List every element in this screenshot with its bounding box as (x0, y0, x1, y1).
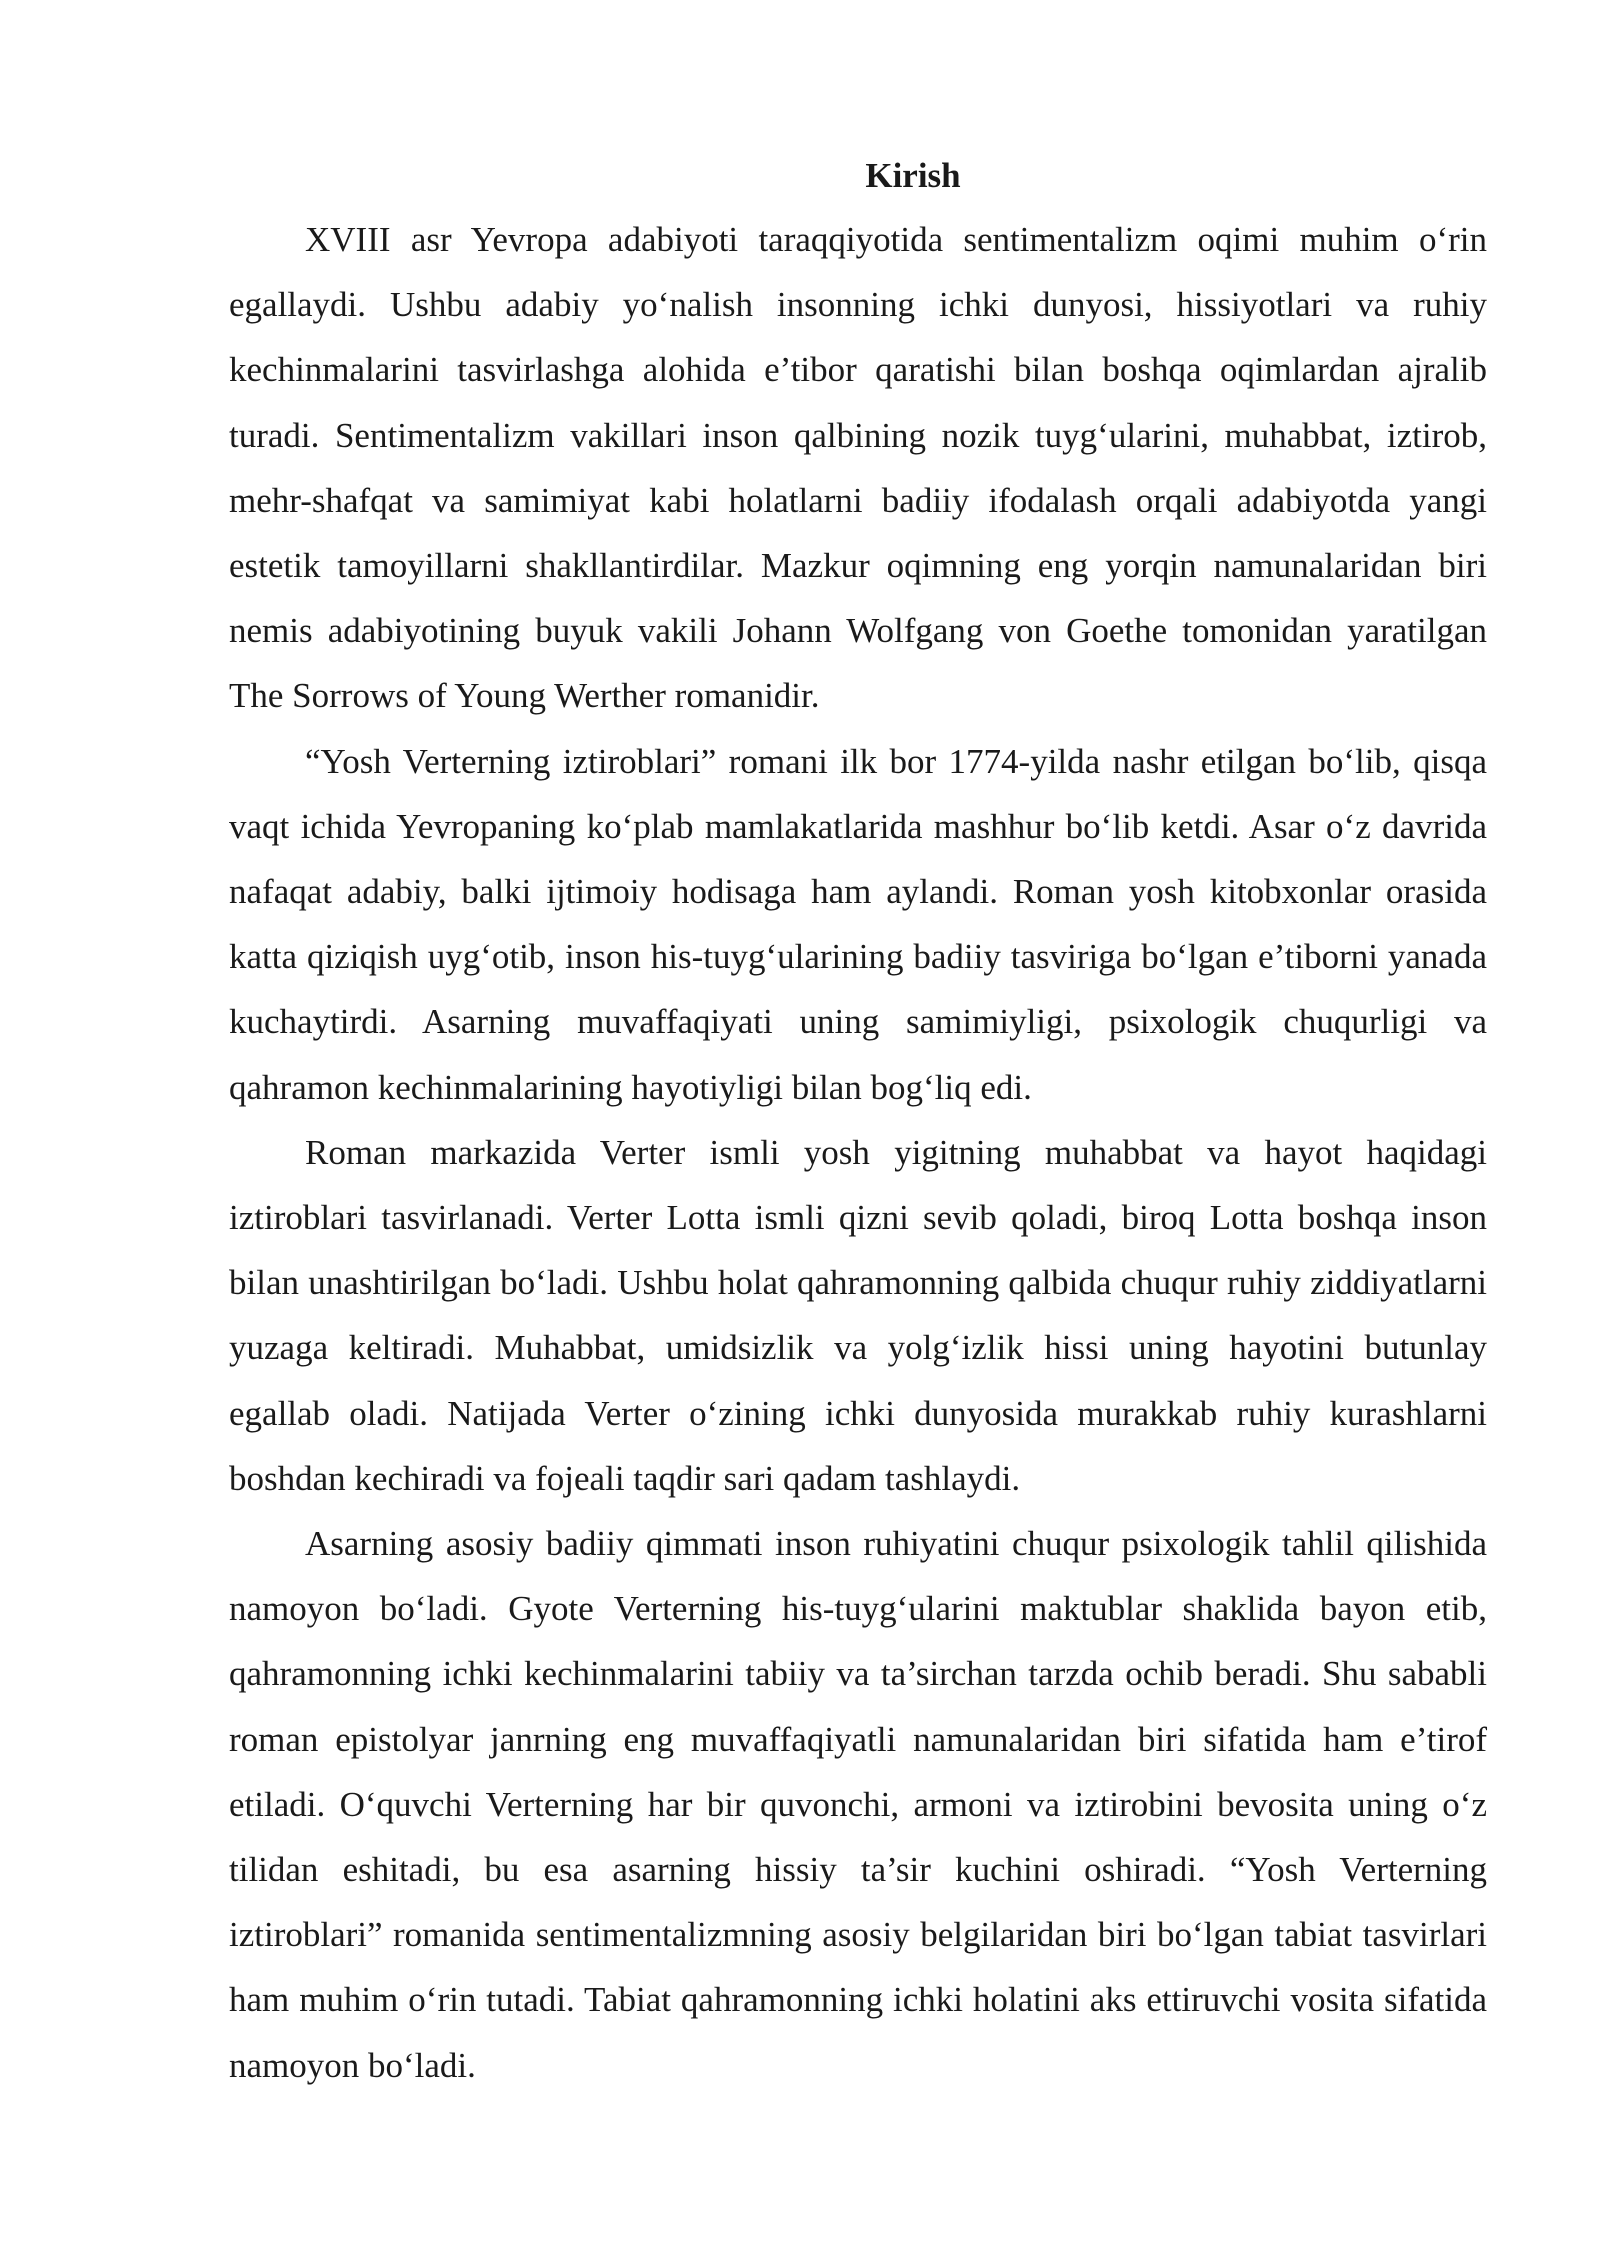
paragraph-4: Asarning asosiy badiiy qimmati inson ruhiyatini chuqur psixologik tahlil qilishida namoyon bo‘ladi. Gyote Verterning his-tuyg‘ularini maktublar shaklida bayon etib, qahramonning ichki kechinmalarini tabiiy va ta’sirchan tarzda ochib beradi. Shu sababli roman epistolyar janrning eng muvaffaqiyatli namunalaridan biri sifatida ham e’tirof etiladi. O‘quvchi Verterning har bir quvonchi, armoni va iztirobini bevosita uning o‘z tilidan eshitadi, bu esa asarning hissiy ta’sir kuchini oshiradi. “Yosh Verterning iztiroblari” romanida sentimentalizmning asosiy belgilaridan biri bo‘lgan tabiat tasvirlari ham muhim o‘rin tutadi. Tabiat qahramonning ichki holatini aks ettiruvchi vosita sifatida namoyon bo‘ladi. (229, 1524, 1487, 2085)
paragraph-2: “Yosh Verterning iztiroblari” romani ilk bor 1774-yilda nashr etilgan bo‘lib, qisqa vaqt ichida Yevropaning ko‘plab mamlakatlarida mashhur bo‘lib ketdi. Asar o‘z davrida nafaqat adabiy, balki ijtimoiy hodisaga ham aylandi. Roman yosh kitobxonlar orasida katta qiziqish uyg‘otib, inson his-tuyg‘ularining badiiy tasviriga bo‘lgan e’tiborni yanada kuchaytirdi. Asarning muvaffaqiyati uning samimiyligi, psixologik chuqurligi va qahramon kechinmalarining hayotiyligi bilan bog‘liq edi. (229, 741, 1487, 1107)
document-body (229, 145, 1487, 2098)
paragraph-3: Roman markazida Verter ismli yosh yigitning muhabbat va hayot haqidagi iztiroblari tasvirlanadi. Verter Lotta ismli qizni sevib qoladi, biroq Lotta boshqa inson bilan unashtirilgan bo‘ladi. Ushbu holat qahramonning qalbida chuqur ruhiy ziddiyatlarni yuzaga keltiradi. Muhabbat, umidsizlik va yolg‘izlik hissi uning hayotini butunlay egallab oladi. Natijada Verter o‘zining ichki dunyosida murakkab ruhiy kurashlarni boshdan kechiradi va fojeali taqdir sari qadam tashlaydi. (229, 1132, 1487, 1498)
page-title: Kirish (865, 156, 961, 195)
paragraph-1: XVIII asr Yevropa adabiyoti taraqqiyotida sentimentalizm oqimi muhim o‘rin egallaydi. Ushbu adabiy yo‘nalish insonning ichki dunyosi, hissiyotlari va ruhiy kechinmalarini tasvirlashga alohida e’tibor qaratishi bilan boshqa oqimlardan ajralib turadi. Sentimentalizm vakillari inson qalbining nozik tuyg‘ularini, muhabbat, iztirob, mehr-shafqat va samimiyat kabi holatlarni badiiy ifodalash orqali adabiyotda yangi estetik tamoyillarni shakllantirdilar. Mazkur oqimning eng yorqin namunalaridan biri nemis adabiyotining buyuk vakili Johann Wolfgang von Goethe tomonidan yaratilgan The Sorrows of Young Werther romanidir. (229, 220, 1487, 716)
